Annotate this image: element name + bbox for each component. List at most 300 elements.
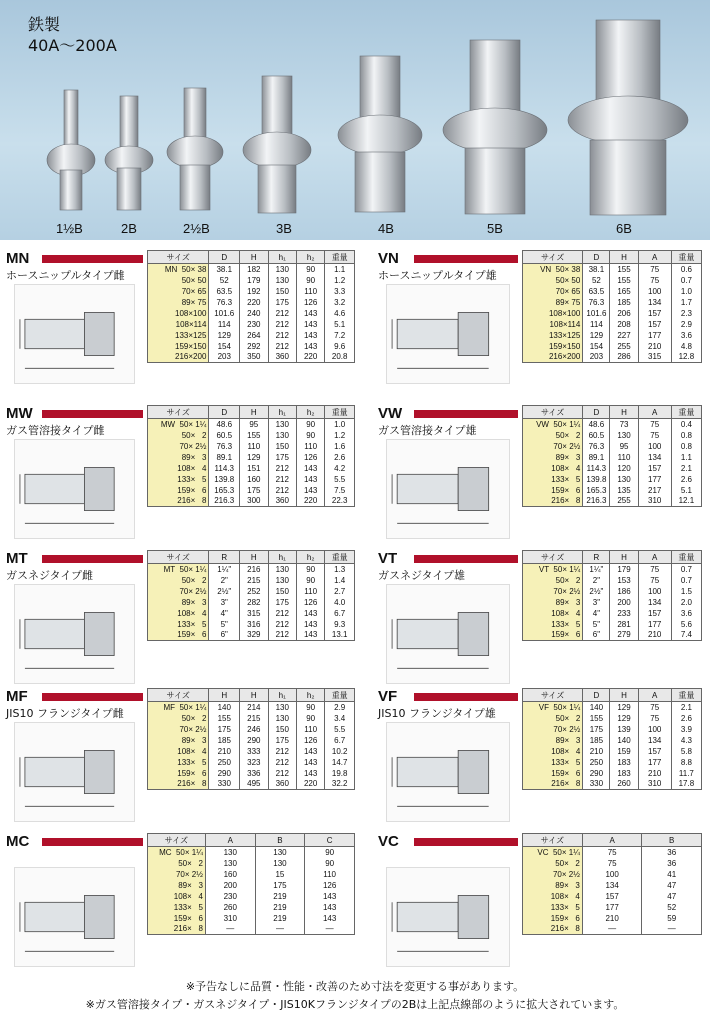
vn-table-row [523, 297, 702, 308]
mn-table-row [148, 297, 355, 308]
vn-cell: 3.6 [671, 330, 701, 341]
mn-cell: 90 [296, 264, 324, 275]
mn-cell: MN 50× 38 [148, 264, 209, 275]
mn-table-row [148, 286, 355, 297]
mw-cell: 1.0 [325, 419, 355, 430]
mn-cell: 143 [296, 319, 324, 330]
mn-cell: 7.2 [325, 330, 355, 341]
mc-cell: 133× 5 [148, 902, 206, 913]
mc-cell: — [305, 924, 355, 935]
vt-cell: 279 [610, 630, 638, 641]
mf-cell: 32.2 [325, 779, 355, 790]
mw-title-bar [42, 410, 143, 418]
mf-cell: 360 [268, 779, 296, 790]
vw-cell: 0.8 [671, 430, 701, 441]
vc-code: VC [378, 833, 399, 850]
vf-cell: 175 [583, 724, 610, 735]
vt-cell: 133× 5 [523, 619, 583, 630]
vf-cell: 100 [638, 724, 671, 735]
vw-table [522, 405, 702, 507]
vc-cell: 133× 5 [523, 902, 583, 913]
vn-cell: 255 [610, 341, 638, 352]
mf-cell: 14.7 [325, 757, 355, 768]
vc-cell: 47 [642, 891, 702, 902]
mn-cell: 9.6 [325, 341, 355, 352]
mw-cell: 143 [296, 463, 324, 474]
vw-col-header: 重量 [671, 406, 701, 419]
vn-table [522, 250, 702, 363]
mn-cell: 70× 65 [148, 286, 209, 297]
mf-cell: 130 [268, 713, 296, 724]
vw-name: ガス管溶接タイプ雄 [378, 424, 477, 437]
mn-cell: 38.1 [209, 264, 240, 275]
vt-title-bar [414, 555, 518, 563]
vf-cell: 310 [638, 779, 671, 790]
vn-cell: 108×100 [523, 308, 583, 319]
mn-cell: 212 [268, 308, 296, 319]
mc-table-row [148, 902, 355, 913]
vc-col-header: B [642, 834, 702, 847]
mt-cell: 70× 2½ [148, 586, 209, 597]
mw-cell: 114.3 [209, 463, 240, 474]
mc-cell: MC 50× 1¼ [148, 847, 206, 858]
mn-code: MN [6, 250, 30, 267]
vf-cell: 330 [583, 779, 610, 790]
vt-cell: 70× 2½ [523, 586, 583, 597]
mw-cell: 216.3 [209, 496, 240, 507]
mw-cell: 139.8 [209, 474, 240, 485]
vw-cell: 75 [638, 419, 671, 430]
vn-cell: 4.8 [671, 341, 701, 352]
mt-cell: 252 [240, 586, 268, 597]
vn-cell: 2.9 [671, 319, 701, 330]
mc-table-row [148, 847, 355, 858]
mc-col-header: サイズ [148, 834, 206, 847]
mt-cell: 110 [296, 586, 324, 597]
vn-table-row [523, 341, 702, 352]
mt-cell: 216 [240, 564, 268, 575]
mt-col-header: h₂ [296, 551, 324, 564]
vt-col-header: A [638, 551, 671, 564]
mt-cell: 1.3 [325, 564, 355, 575]
vn-cell: VN 50× 38 [523, 264, 583, 275]
vn-cell: 0.7 [671, 275, 701, 286]
vt-cell: 281 [610, 619, 638, 630]
vw-cell: 134 [638, 452, 671, 463]
vw-cell: 135 [610, 485, 638, 496]
vf-cell: 70× 2½ [523, 724, 583, 735]
mn-col-header: H [240, 251, 268, 264]
mc-cell: 219 [255, 913, 305, 924]
vn-cell: 100 [638, 286, 671, 297]
mw-name: ガス管溶接タイプ雌 [6, 424, 105, 437]
vt-cell: 100 [638, 586, 671, 597]
mc-cell: 310 [205, 913, 255, 924]
mt-table-row [148, 586, 355, 597]
vc-cell: 75 [582, 847, 642, 858]
vw-table-row [523, 430, 702, 441]
mn-cell: 240 [240, 308, 268, 319]
vf-table-row [523, 746, 702, 757]
vc-title-bar [414, 838, 518, 846]
vn-cell: 129 [583, 330, 610, 341]
mw-cell: 50× 2 [148, 430, 209, 441]
vn-cell: 1.0 [671, 286, 701, 297]
vc-table-row [523, 913, 702, 924]
mn-cell: 20.8 [325, 352, 355, 363]
vc-cell: — [642, 924, 702, 935]
mt-cell: 6.7 [325, 608, 355, 619]
mn-cell: 360 [268, 352, 296, 363]
vn-name: ホースニップルタイプ雄 [378, 269, 497, 282]
mt-name: ガスネジタイプ雌 [6, 569, 94, 582]
vw-cell: 114.3 [583, 463, 610, 474]
vf-cell: VF 50× 1¼ [523, 702, 583, 713]
mw-cell: 5.5 [325, 474, 355, 485]
mf-table-row [148, 779, 355, 790]
mf-cell: 155 [209, 713, 240, 724]
mw-cell: 159× 6 [148, 485, 209, 496]
mw-cell: 130 [268, 430, 296, 441]
vn-cell: 52 [583, 275, 610, 286]
mn-cell: 5.1 [325, 319, 355, 330]
vn-cell: 108×114 [523, 319, 583, 330]
vw-cell: 2.1 [671, 463, 701, 474]
vn-cell: 50× 50 [523, 275, 583, 286]
mt-table-row [148, 564, 355, 575]
mw-diagram [14, 439, 135, 539]
mn-cell: 126 [296, 297, 324, 308]
mf-cell: 290 [240, 735, 268, 746]
mw-cell: 108× 4 [148, 463, 209, 474]
mt-cell: MT 50× 1¼ [148, 564, 209, 575]
mc-cell: 90 [305, 847, 355, 858]
vw-cell: 5.1 [671, 485, 701, 496]
mt-table-row [148, 597, 355, 608]
vc-cell: 50× 2 [523, 858, 583, 869]
mf-cell: 185 [209, 735, 240, 746]
vf-cell: 5.8 [671, 746, 701, 757]
vf-col-header: サイズ [523, 689, 583, 702]
mn-col-header: h₂ [296, 251, 324, 264]
vn-cell: 63.5 [583, 286, 610, 297]
mt-cell: 143 [296, 630, 324, 641]
mf-cell: 212 [268, 746, 296, 757]
mn-cell: 63.5 [209, 286, 240, 297]
vw-cell: 139.8 [583, 474, 610, 485]
vf-cell: 75 [638, 713, 671, 724]
vw-cell: 130 [610, 474, 638, 485]
mn-col-header: 重量 [325, 251, 355, 264]
vt-cell: 5.6 [671, 619, 701, 630]
vt-cell: 1.5 [671, 586, 701, 597]
mt-cell: 315 [240, 608, 268, 619]
mw-col-header: H [240, 406, 268, 419]
vf-cell: 157 [638, 746, 671, 757]
vn-table-row [523, 275, 702, 286]
mf-cell: 210 [209, 746, 240, 757]
mw-col-header: D [209, 406, 240, 419]
mf-cell: 330 [209, 779, 240, 790]
vt-cell: 4" [583, 608, 610, 619]
mn-cell: 76.3 [209, 297, 240, 308]
vt-col-header: サイズ [523, 551, 583, 564]
mn-cell: 212 [268, 330, 296, 341]
mf-cell: 5.5 [325, 724, 355, 735]
mw-cell: 175 [240, 485, 268, 496]
mc-title-bar [42, 838, 143, 846]
vt-table-row [523, 586, 702, 597]
mf-cell: 70× 2½ [148, 724, 209, 735]
mf-cell: 89× 3 [148, 735, 209, 746]
vn-cell: 155 [610, 275, 638, 286]
mc-table [147, 833, 355, 935]
mc-cell: 216× 8 [148, 924, 206, 935]
mt-cell: 9.3 [325, 619, 355, 630]
vc-cell: 108× 4 [523, 891, 583, 902]
mc-cell: 219 [255, 891, 305, 902]
mw-cell: 360 [268, 496, 296, 507]
vt-cell: 108× 4 [523, 608, 583, 619]
vw-cell: 0.4 [671, 419, 701, 430]
vw-cell: 95 [610, 441, 638, 452]
vt-cell: 3.6 [671, 608, 701, 619]
mf-cell: 126 [296, 735, 324, 746]
vn-table-row [523, 330, 702, 341]
mw-cell: 48.6 [209, 419, 240, 430]
mn-cell: 150 [268, 286, 296, 297]
mn-cell: 264 [240, 330, 268, 341]
mn-cell: 50× 50 [148, 275, 209, 286]
mf-cell: 214 [240, 702, 268, 713]
mt-col-header: 重量 [325, 551, 355, 564]
vn-cell: 157 [638, 308, 671, 319]
vt-col-header: H [610, 551, 638, 564]
mt-cell: 212 [268, 608, 296, 619]
vw-cell: 60.5 [583, 430, 610, 441]
vt-name: ガスネジタイプ雄 [378, 569, 466, 582]
mw-cell: 150 [268, 441, 296, 452]
vf-cell: 133× 5 [523, 757, 583, 768]
vn-cell: 1.7 [671, 297, 701, 308]
mn-cell: 110 [296, 286, 324, 297]
vw-cell: 177 [638, 474, 671, 485]
vn-col-header: サイズ [523, 251, 583, 264]
vc-cell: 89× 3 [523, 880, 583, 891]
mw-cell: 160 [240, 474, 268, 485]
mw-cell: 175 [268, 452, 296, 463]
mn-cell: 159×150 [148, 341, 209, 352]
mn-cell: 130 [268, 264, 296, 275]
mf-cell: 143 [296, 757, 324, 768]
mw-cell: 90 [296, 430, 324, 441]
vc-col-header: サイズ [523, 834, 583, 847]
vc-table-row [523, 891, 702, 902]
mw-cell: 70× 2½ [148, 441, 209, 452]
vw-cell: 157 [638, 463, 671, 474]
vw-col-header: D [583, 406, 610, 419]
mw-cell: 22.3 [325, 496, 355, 507]
vn-cell: 89× 75 [523, 297, 583, 308]
mf-table [147, 688, 355, 790]
vt-cell: 0.7 [671, 564, 701, 575]
mn-table-row [148, 319, 355, 330]
mt-col-header: サイズ [148, 551, 209, 564]
mw-cell: 89.1 [209, 452, 240, 463]
vn-col-header: A [638, 251, 671, 264]
vf-cell: 216× 8 [523, 779, 583, 790]
vf-title-bar [414, 693, 518, 701]
vt-table-row [523, 630, 702, 641]
mf-cell: MF 50× 1¼ [148, 702, 209, 713]
vf-cell: 250 [583, 757, 610, 768]
mn-cell: 179 [240, 275, 268, 286]
mf-cell: 290 [209, 768, 240, 779]
vf-cell: 139 [610, 724, 638, 735]
vw-cell: 310 [638, 496, 671, 507]
size-label-2: 2B [121, 221, 137, 236]
mn-cell: 143 [296, 308, 324, 319]
mn-title-bar [42, 255, 143, 263]
vf-cell: 17.8 [671, 779, 701, 790]
mw-table [147, 405, 355, 507]
mf-cell: 130 [268, 702, 296, 713]
vf-cell: 140 [583, 702, 610, 713]
mw-table-row [148, 485, 355, 496]
mw-cell: 2.6 [325, 452, 355, 463]
mt-cell: 2½" [209, 586, 240, 597]
mt-cell: 212 [268, 630, 296, 641]
vt-cell: 1¼" [583, 564, 610, 575]
mn-cell: 108×100 [148, 308, 209, 319]
vf-cell: 129 [610, 702, 638, 713]
vn-cell: 12.8 [671, 352, 701, 363]
vw-cell: 100 [638, 441, 671, 452]
vt-cell: 186 [610, 586, 638, 597]
mc-cell: 175 [255, 880, 305, 891]
vf-col-header: D [583, 689, 610, 702]
mn-cell: 220 [296, 352, 324, 363]
mt-cell: 13.1 [325, 630, 355, 641]
vn-cell: 177 [638, 330, 671, 341]
mf-diagram [14, 722, 135, 822]
mn-cell: 143 [296, 341, 324, 352]
vn-col-header: H [610, 251, 638, 264]
mc-table-row [148, 891, 355, 902]
vt-table-row [523, 608, 702, 619]
vn-cell: 114 [583, 319, 610, 330]
vn-cell: 155 [610, 264, 638, 275]
mt-cell: 4.0 [325, 597, 355, 608]
mf-cell: 220 [296, 779, 324, 790]
mn-cell: 182 [240, 264, 268, 275]
mc-cell: 130 [205, 858, 255, 869]
mf-table-row [148, 724, 355, 735]
mf-cell: 110 [296, 724, 324, 735]
mn-cell: 350 [240, 352, 268, 363]
mw-cell: 165.3 [209, 485, 240, 496]
mf-cell: 333 [240, 746, 268, 757]
mt-cell: 4" [209, 608, 240, 619]
mt-cell: 89× 3 [148, 597, 209, 608]
mf-table-row [148, 713, 355, 724]
vc-col-header: A [582, 834, 642, 847]
mf-table-row [148, 757, 355, 768]
mt-table-row [148, 630, 355, 641]
vn-cell: 208 [610, 319, 638, 330]
vn-diagram [386, 284, 510, 384]
mc-cell: 50× 2 [148, 858, 206, 869]
vn-col-header: 重量 [671, 251, 701, 264]
mf-cell: 212 [268, 768, 296, 779]
vw-cell: 1.1 [671, 452, 701, 463]
vt-cell: 2" [583, 575, 610, 586]
mc-cell: — [205, 924, 255, 935]
mw-cell: 76.3 [209, 441, 240, 452]
vc-table-row [523, 869, 702, 880]
mw-cell: 130 [268, 419, 296, 430]
mf-table-row [148, 735, 355, 746]
vc-cell: 36 [642, 847, 702, 858]
vt-cell: VT 50× 1¼ [523, 564, 583, 575]
vc-cell: 134 [582, 880, 642, 891]
vf-table-row [523, 768, 702, 779]
vf-col-header: 重量 [671, 689, 701, 702]
mw-cell: 220 [296, 496, 324, 507]
mw-table-row [148, 474, 355, 485]
mt-table [147, 550, 355, 641]
mc-cell: 126 [305, 880, 355, 891]
mn-cell: 175 [268, 297, 296, 308]
mc-cell: 130 [255, 858, 305, 869]
mn-cell: 154 [209, 341, 240, 352]
vn-cell: 185 [610, 297, 638, 308]
vn-cell: 157 [638, 319, 671, 330]
vw-cell: 89.1 [583, 452, 610, 463]
vw-cell: 108× 4 [523, 463, 583, 474]
vt-cell: 153 [610, 575, 638, 586]
mt-col-header: h₁ [268, 551, 296, 564]
vt-cell: 2.0 [671, 597, 701, 608]
mf-cell: 212 [268, 757, 296, 768]
mw-cell: 60.5 [209, 430, 240, 441]
vf-table-row [523, 724, 702, 735]
mw-cell: 7.5 [325, 485, 355, 496]
mc-cell: 15 [255, 869, 305, 880]
vt-cell: 210 [638, 630, 671, 641]
mt-cell: 143 [296, 608, 324, 619]
mt-cell: 6" [209, 630, 240, 641]
mw-cell: 212 [268, 474, 296, 485]
vf-table-row [523, 779, 702, 790]
mw-table-row [148, 452, 355, 463]
vf-code: VF [378, 688, 398, 705]
size-label-5: 5B [487, 221, 503, 236]
mf-cell: 133× 5 [148, 757, 209, 768]
vf-cell: 183 [610, 768, 638, 779]
mw-cell: 90 [296, 419, 324, 430]
vw-cell: VW 50× 1¼ [523, 419, 583, 430]
vn-cell: 203 [583, 352, 610, 363]
mc-cell: 143 [305, 913, 355, 924]
vw-diagram [386, 439, 510, 539]
mw-cell: 143 [296, 485, 324, 496]
mt-title-bar [42, 555, 143, 563]
mf-cell: 159× 6 [148, 768, 209, 779]
mn-cell: 3.2 [325, 297, 355, 308]
vc-cell: 70× 2½ [523, 869, 583, 880]
mc-cell: 230 [205, 891, 255, 902]
